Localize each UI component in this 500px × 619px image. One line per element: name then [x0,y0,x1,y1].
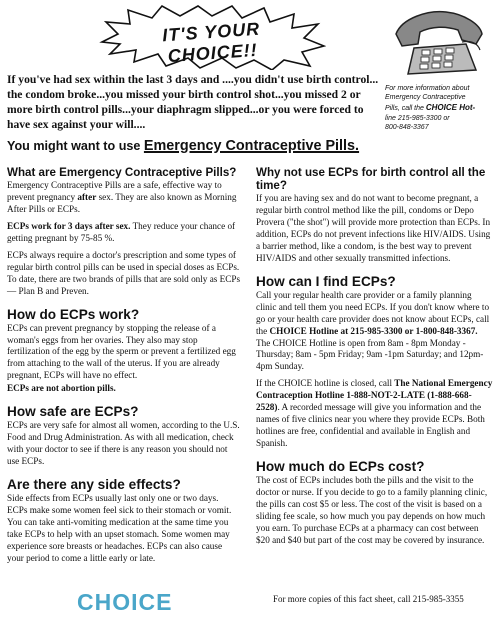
burst-headline: IT'S YOUR CHOICE!! [161,18,261,67]
paragraph: The cost of ECPs includes both the pills and the visit to the doctor or nurse. If you decide to go to a family planning clinic, the pills can cost $5 or less. The cost of the visit is based on a sliding fee scale, so how much you pay depends on how much you earn. To purchase ECPs at a pharmacy can cost between $20 and $40 but part of the cost may be covered by insurance. [256,475,488,545]
section-title: What are Emergency Contraceptive Pills? [7,166,237,179]
sidebar-phone-2: 800-848-3367 [385,124,429,132]
choice-logo: CHOICE [77,589,173,615]
intro-paragraph: If you've had sex within the last 3 days and ....you didn't use birth control... the condom broke...you missed your birth control shot...you missed 2 or more birth control pills...your diaphragm slipped...or you were forced to have sex against your will.... [7,73,379,132]
section-title: How do ECPs work? [7,306,140,322]
footer-note: For more copies of this fact sheet, call 215-985-3355 [273,594,464,604]
left-column [7,166,241,570]
paragraph [256,378,494,450]
text: Emergency Contraceptive Pills are a safe, effective way to prevent pregnancy [7,180,222,202]
tagline-emphasis: Emergency Contraceptive Pills. [143,138,360,154]
sidebar-line [385,114,497,123]
text: . A recorded message will give you information and the names of five clinics near you where they provide ECPs. Both hotlines are free, confidential and available in English and Spanish. [256,402,485,449]
paragraph [7,221,241,245]
paragraph: Side effects from ECPs usually last only one or two days. ECPs make some women feel sick to their stomach or vomit. You can take anti-vomiting medication at the same time you take ECPs to help with an upset stomach. Some women may experience sore breasts or headaches. ECPs can also cause your period to come a little early or late. [7,493,232,563]
paragraph: ECPs always require a doctor's prescription and some types of regular birth control pills can be used in special doses as ECPs. To date, there are two brands of pills that are sold only as ECPs — Plan B and Preven. [7,249,241,296]
section-title: How much do ECPs cost? [256,459,425,475]
right-column [256,166,494,552]
text: sex. They are also known as Morning After Pills or ECPs. [7,191,237,214]
phone-icon [388,4,488,80]
sidebar-line: For more information about [385,85,470,92]
paragraph [7,180,241,216]
tagline [7,138,387,154]
sidebar-line: Emergency Contraceptive [385,94,466,102]
paragraph: If you are having sex and do not want to become pregnant, a regular birth control method like the pill, condoms or Depo Provera ("the shot") will provide more protection than ECPs. In addition, ECPs do not prevent infections like HIV/AIDS. Using a barrier method, like a condom, is the best way to prevent HIV/AIDS and other sexually transmitted infections. [256,193,491,263]
sidebar-line [385,103,497,114]
text: If the CHOICE hotline is closed, call [256,378,395,389]
text: They reduce your chance of getting pregnant by 75-85 %. [7,220,236,243]
emphasis: ECPs are not abortion pills. [7,383,116,394]
emphasis: after [77,191,97,202]
section-title: Are there any side effects? [7,477,181,493]
emphasis: The National Emergency Contraception Hotline 1-888-NOT-2-LATE (1-888-668-2528) [256,378,493,413]
paragraph: ECPs are very safe for almost all women, according to the U.S. Food and Drug Administration. As with all medication, check with your doctor to see if there is any reason you should not use ECPs. [7,420,240,467]
paragraph [7,383,241,395]
emphasis: ECPs work for 3 days after sex. [7,220,131,231]
text: Call your regular health care provider or a family planning clinic and tell them you need ECPs. If you don't know where to go or your health care provider does not know about ECPs, call the [256,289,490,336]
paragraph [256,290,494,374]
section-title: How safe are ECPs? [7,404,139,420]
sidebar-text: Pills, call the [385,104,426,112]
text: The CHOICE Hotline is open from 8am - 8pm Monday - Thursday; 8am - 5pm Friday; 9am -1pm Saturday; and 12pm-4pm Sunday. [256,337,484,372]
tagline-prefix: You might want to use [7,139,144,153]
emphasis: CHOICE Hotline at 215-985-3300 or 1-800-848-3367. [269,325,478,336]
sidebar-phone-1: line 215-985-3300 [385,114,442,122]
hotline-info [385,84,497,133]
sidebar-hotline-name: CHOICE Hot- [425,102,476,112]
section-title: Why not use ECPs for birth control all the time? [256,166,486,192]
sidebar-text: or [443,114,450,122]
section-title: How can I find ECPs? [256,273,396,289]
paragraph: ECPs can prevent pregnancy by stopping the release of a woman's eggs from her ovaries. They also may stop fertilization of the egg by the sperm or prevent a fertilized egg from attaching to the wall of the uterus. If you are already pregnant, ECPs will have no effect. [7,322,236,381]
